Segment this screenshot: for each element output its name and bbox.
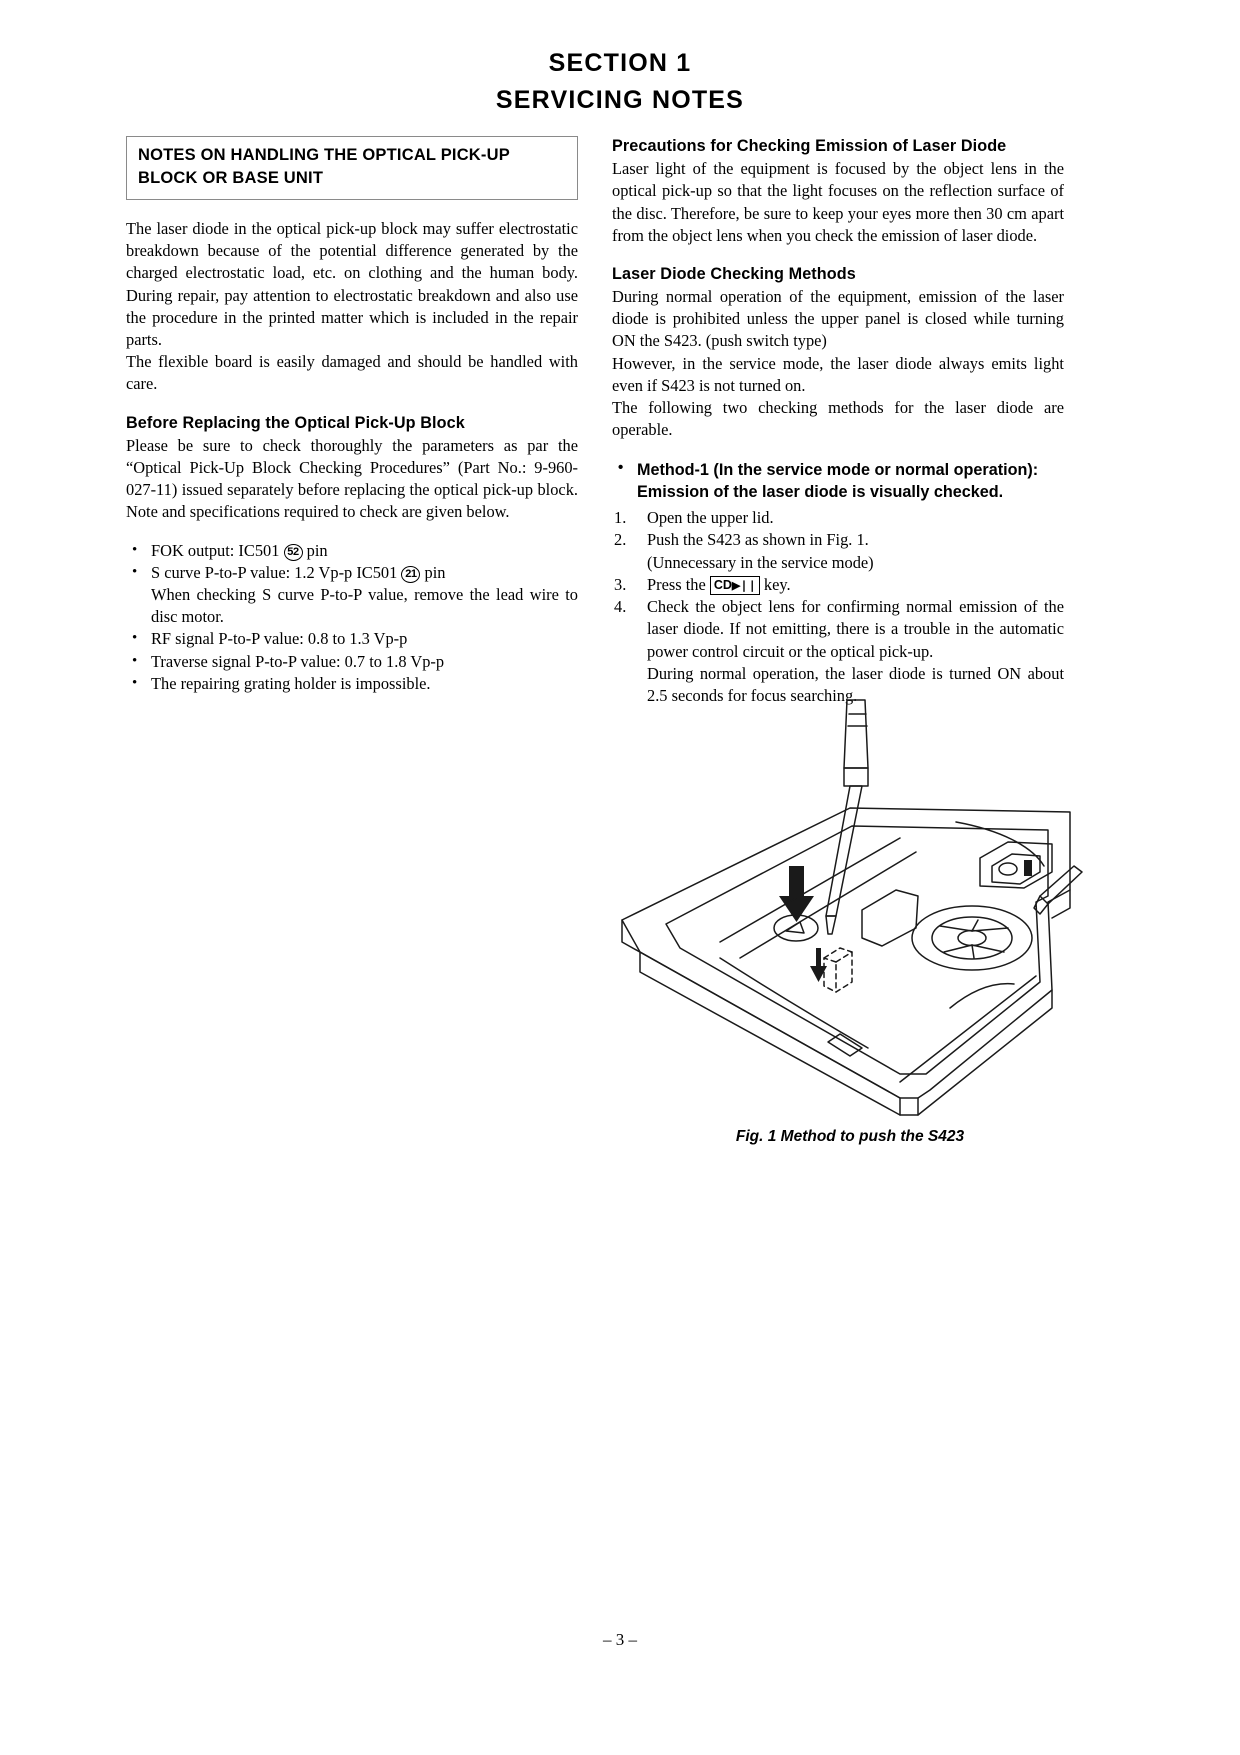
list-item <box>612 529 1064 573</box>
circled-pin-number: 52 <box>284 544 303 561</box>
step-text-after-key: key. <box>763 574 791 594</box>
heading-precautions: Precautions for Checking Emission of Laser Diode <box>612 137 1007 155</box>
turntable-spoke <box>940 926 972 931</box>
front-panel-curve <box>950 984 1014 1008</box>
methods-paragraph-2: However, in the service mode, the laser diode always emits light even if S423 is not turned on. <box>612 353 1064 395</box>
bullet-text-before: RF signal P-to-P value: 0.8 to 1.3 Vp-p <box>151 629 408 649</box>
figure-1-illustration <box>600 690 1100 1160</box>
center-pad <box>862 890 918 946</box>
turntable-spoke <box>972 945 974 958</box>
methods-paragraph-3: The following two checking methods for the laser diode are operable. <box>612 398 1064 440</box>
step-text: Push the S423 as shown in Fig. 1. <box>647 530 869 550</box>
figure-caption: Fig. 1 Method to push the S423 <box>735 1128 965 1145</box>
page-header <box>0 48 1240 117</box>
heading-laser-diode-checking-methods: Laser Diode Checking Methods <box>612 264 856 283</box>
screwdriver-shaft <box>826 786 862 916</box>
step-text-before-key: Press the <box>647 574 706 594</box>
screwdriver-ferrule <box>844 768 868 786</box>
intro-paragraph-1: The laser diode in the optical pick-up block may suffer electrostatic breakdown because of the potential difference generated by the charged electrostatic load, etc. on clothing and the human body. During repair, pay attention to electrostatic breakdown and also use the procedure in the printed matter which is included in the repair parts. <box>126 218 578 349</box>
list-item <box>126 540 578 562</box>
deck-surface-curve <box>720 958 868 1048</box>
before-replacing-paragraph: Please be sure to check thoroughly the parameters as par the “Optical Pick-Up Block Checking Procedures” (Part No.: 9-960-027-11) issued separately before replacing the optical pick-up block. Note and specifications required to check are given below. <box>126 435 578 522</box>
list-item <box>126 628 578 650</box>
deck-lower-edge <box>640 952 918 1115</box>
step-subnote: (Unnecessary in the service mode) <box>647 552 874 572</box>
list-item <box>126 673 578 695</box>
section-label: SECTION 1 <box>548 49 692 77</box>
list-item <box>612 507 1064 529</box>
sled-rail-1 <box>720 838 900 942</box>
notes-title-line-2: BLOCK OR BASE UNIT <box>138 169 324 188</box>
page-title: SERVICING NOTES <box>495 86 745 115</box>
intro-paragraph-2: The flexible board is easily damaged and should be handled with care. <box>126 352 578 394</box>
s423-switch-marker <box>786 922 804 933</box>
page-number: – 3 – <box>603 1630 637 1649</box>
right-column <box>612 136 1064 707</box>
bullet-text-after: pin <box>424 562 446 582</box>
bullet-text-before: The repairing grating holder is impossible. <box>151 673 431 693</box>
side-lever <box>1040 866 1082 904</box>
method1-steps <box>612 507 1064 707</box>
notes-title-box <box>126 136 578 200</box>
front-panel-line <box>900 976 1036 1082</box>
bullet-text-before: Traverse signal P-to-P value: 0.7 to 1.8 Vp-p <box>151 651 445 671</box>
step-number: 3. <box>614 574 627 594</box>
method1-bullet <box>612 459 1064 504</box>
list-item <box>126 651 578 673</box>
turntable-spoke <box>944 945 972 952</box>
connector-hole <box>999 863 1017 875</box>
list-item <box>612 574 1064 596</box>
front-panel-tab <box>828 1034 862 1056</box>
list-item <box>612 459 1064 504</box>
step-number: 2. <box>614 530 627 550</box>
play-pause-icon: ▶❘❘ <box>731 579 756 592</box>
turntable-hub <box>958 931 986 946</box>
list-item <box>126 562 578 629</box>
turntable-spoke <box>972 945 1004 952</box>
cd-play-pause-key-icon[interactable] <box>710 576 760 595</box>
cd-mechanism-line-drawing <box>600 690 1100 1160</box>
step-number: 4. <box>614 597 627 617</box>
precautions-paragraph: Laser light of the equipment is focused by the object lens in the optical pick-up so that the light focuses on the reflection surface of the disc. Therefore, be sure to keep your eyes more then 30 cm apart from the object lens when you check the emission of laser diode. <box>612 159 1064 245</box>
notes-title-line-1: NOTES ON HANDLING THE OPTICAL PICK-UP <box>138 146 510 164</box>
turntable-spoke <box>972 920 978 931</box>
bullet-text-before: FOK output: IC501 <box>151 540 280 560</box>
circled-pin-number: 21 <box>401 566 420 583</box>
bullet-text-before: S curve P-to-P value: 1.2 Vp-p IC501 <box>151 562 398 582</box>
deck-front-edge <box>622 920 900 1098</box>
connector-pin <box>1024 860 1032 876</box>
page-footer <box>0 1630 1240 1650</box>
step-number: 1. <box>614 508 627 528</box>
keycap-label: CD <box>713 577 732 592</box>
method1-line-1: Method-1 (In the service mode or normal operation): <box>637 460 1039 479</box>
screwdriver-handle <box>844 700 868 768</box>
connector-block <box>980 842 1052 888</box>
bullet-text-after: pin <box>306 540 328 560</box>
push-direction-arrow <box>779 866 814 922</box>
step-text: Check the object lens for confirming normal emission of the laser diode. If not emitting, there is a trouble in the automatic power control circuit or the optical pick-up. <box>647 597 1064 661</box>
screwdriver-tip <box>826 916 836 934</box>
step-extra-note: During normal operation, the laser diode is turned ON about 2.5 seconds for focus searching. <box>647 663 1064 705</box>
s423-dashed-outline <box>824 948 852 992</box>
method1-line-2: Emission of the laser diode is visually checked. <box>637 482 1004 501</box>
left-column <box>126 136 578 695</box>
subheading-before-replacing: Before Replacing the Optical Pick-Up Block <box>126 413 465 432</box>
step-text: Open the upper lid. <box>647 508 774 528</box>
parameter-bullet-list <box>126 540 578 696</box>
turntable-spoke <box>972 928 1008 931</box>
methods-paragraph-1: During normal operation of the equipment, emission of the laser diode is prohibited unless the upper panel is closed while turning ON the S423. (push switch type) <box>612 287 1064 351</box>
turntable-outer <box>912 906 1032 970</box>
bullet-continuation: When checking S curve P-to-P value, remove the lead wire to disc motor. <box>151 584 578 627</box>
